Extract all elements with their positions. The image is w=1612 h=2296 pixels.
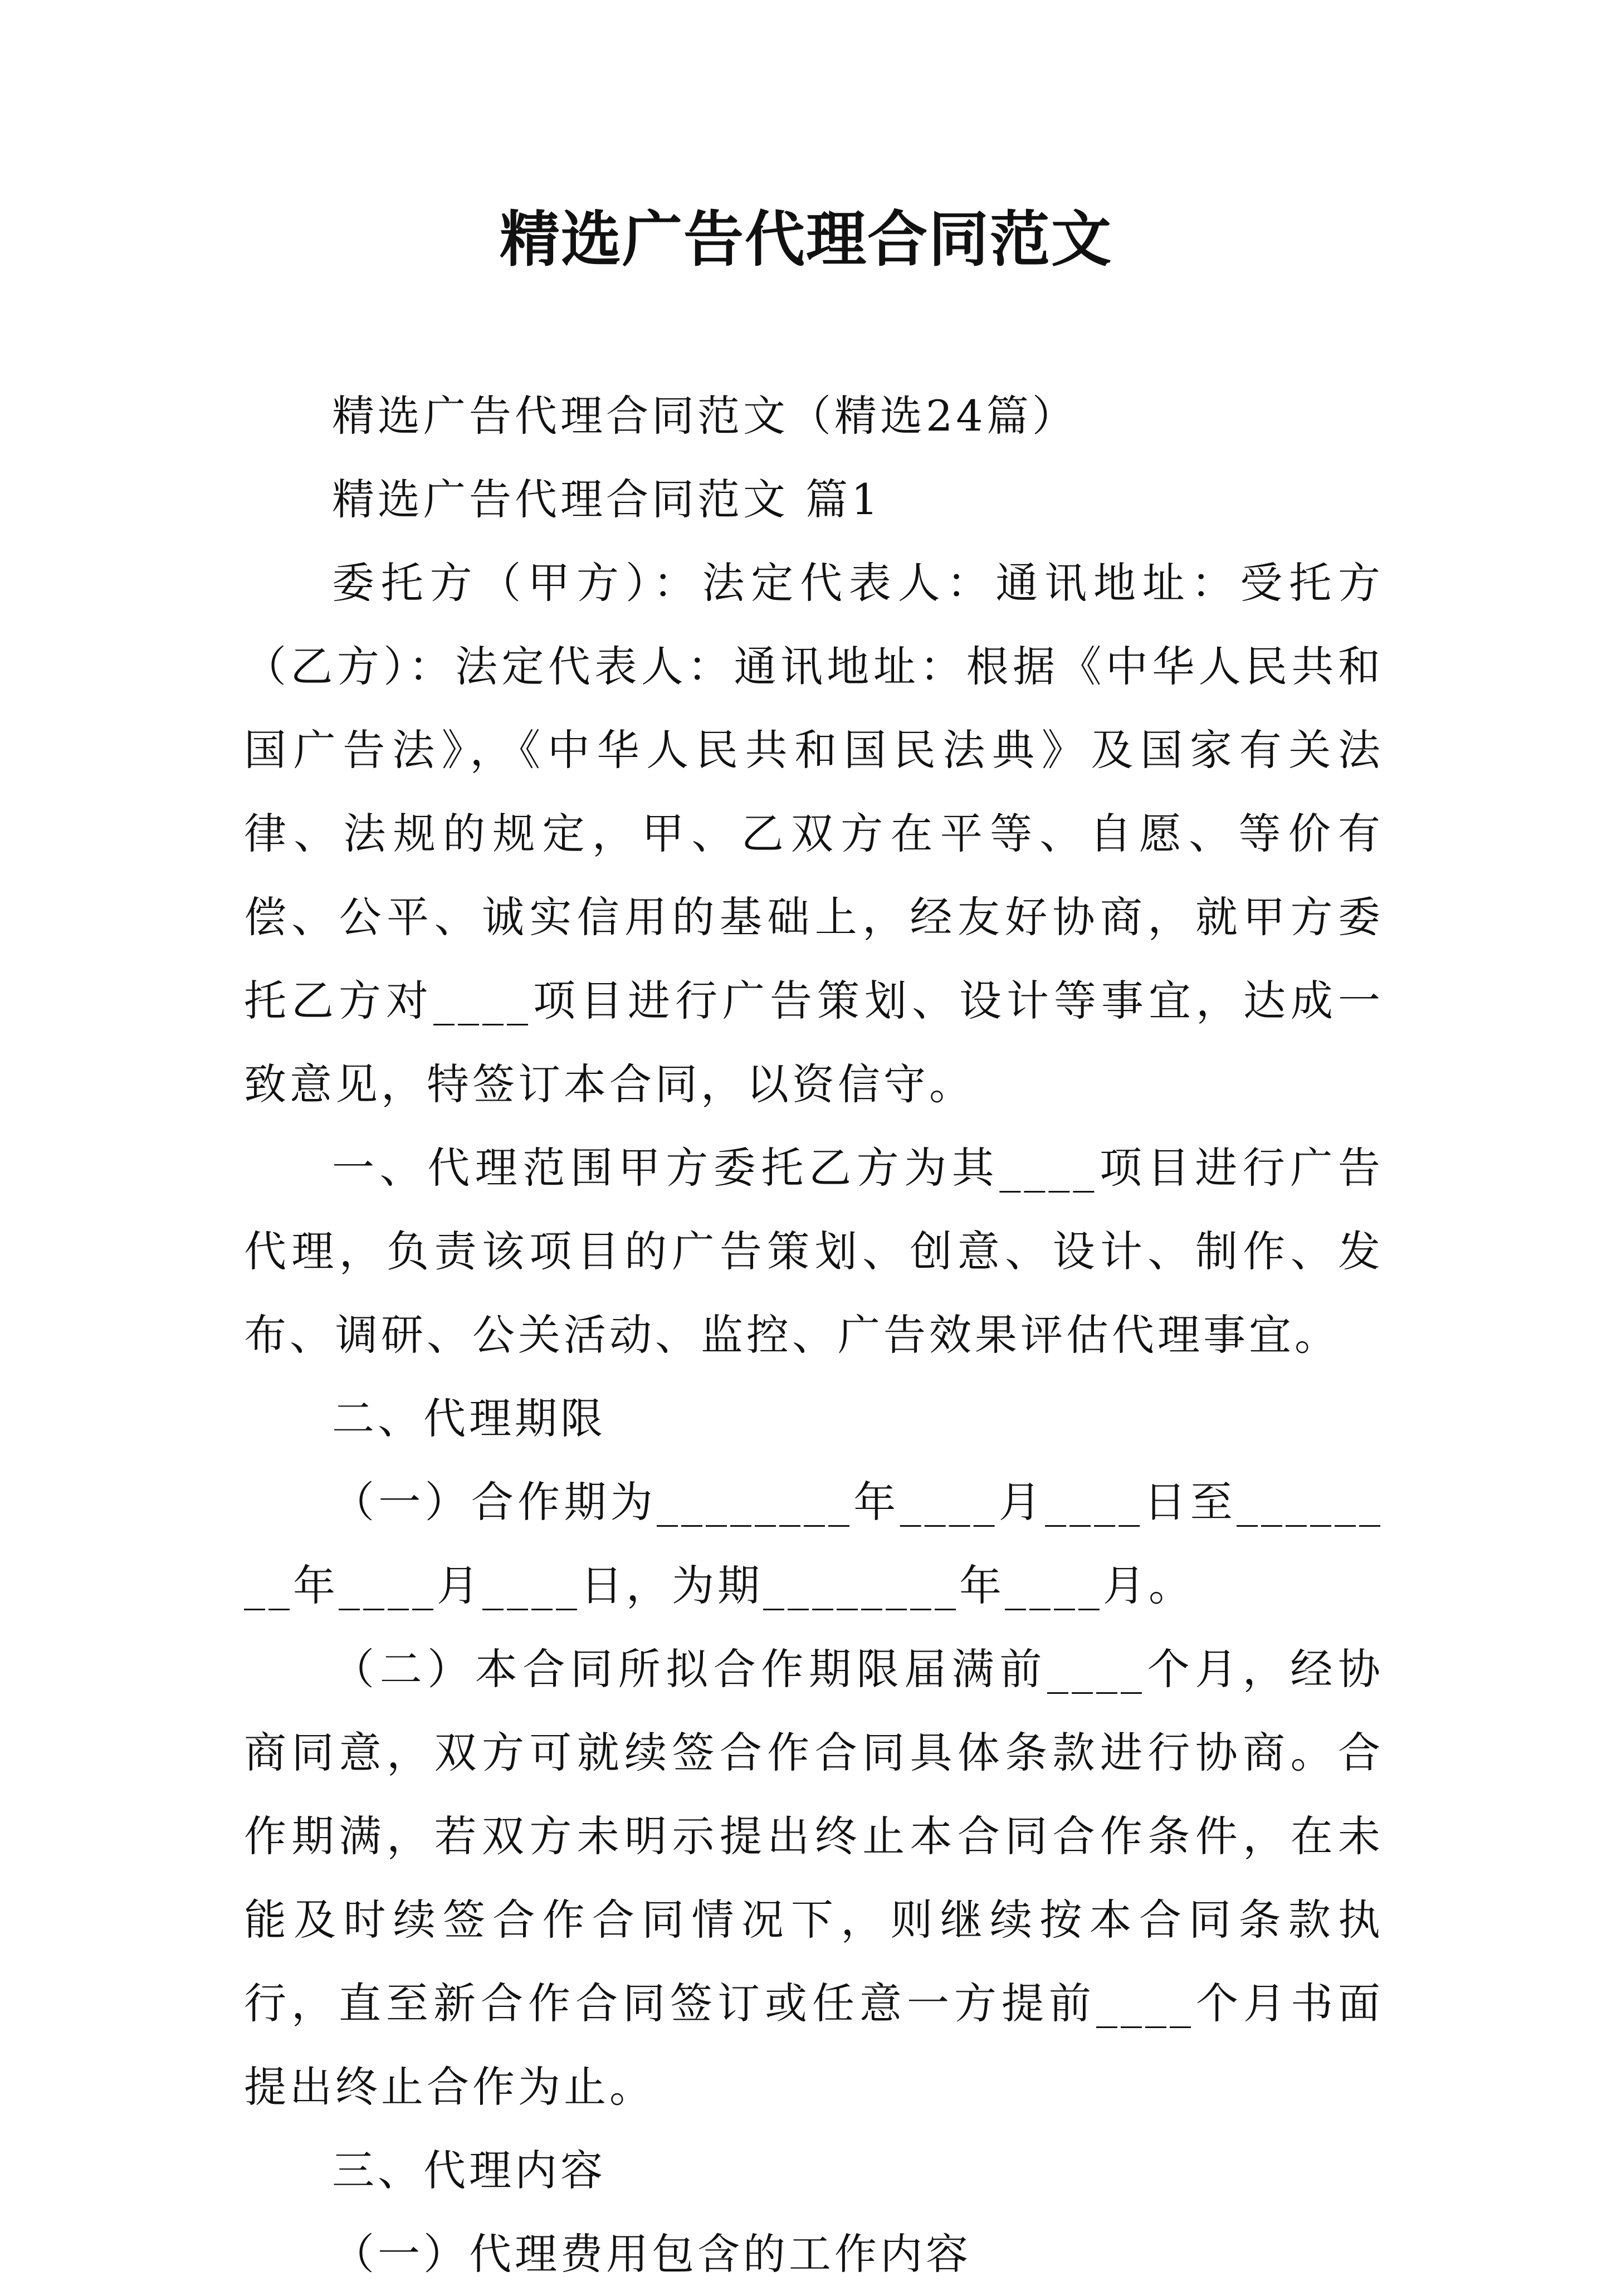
- document-title: 精选广告代理合同范文: [499, 204, 1112, 275]
- paragraph-term-renewal: （二）本合同所拟合作期限届满前____个月，经协商同意，双方可就续签合作合同具体条款进行协商。合作期满，若双方未明示提出终止本合同合作条件，在未能及时续签合作合同情况下，则继续按本合同条款执行，直至新合作合同签订或任意一方提前____个月书面提出终止合作为止。: [244, 1644, 1384, 2112]
- paragraph-preamble: 委托方（甲方）：法定代表人：通讯地址：受托方（乙方）：法定代表人：通讯地址：根据《中华人民共和国广告法》，《中华人民共和国民法典》及国家有关法律、法规的规定，甲、乙双方在平等、自愿、等价有偿、公平、诚实信用的基础上，经友好协商，就甲方委托乙方对____项目进行广告策划、设计等事宜，达成一致意见，特签订本合同，以资信守。: [244, 558, 1384, 1109]
- paragraph-term-heading: 二、代理期限: [332, 1394, 606, 1443]
- paragraph-subtitle: 精选广告代理合同范文（精选24篇）: [332, 391, 1078, 441]
- paragraph-term-period: （一）合作期为________年____月____日至________年____月____日，为期________年____月。: [244, 1477, 1384, 1610]
- document-body: [244, 374, 1384, 2296]
- paragraph-content-sub: （一）代理费用包含的工作内容: [332, 2229, 971, 2279]
- paragraph-content-heading: 三、代理内容: [332, 2146, 606, 2195]
- paragraph-section-heading: 精选广告代理合同范文 篇1: [332, 475, 882, 524]
- paragraph-scope: 一、代理范围甲方委托乙方为其____项目进行广告代理，负责该项目的广告策划、创意、设计、制作、发布、调研、公关活动、监控、广告效果评估代理事宜。: [244, 1143, 1384, 1360]
